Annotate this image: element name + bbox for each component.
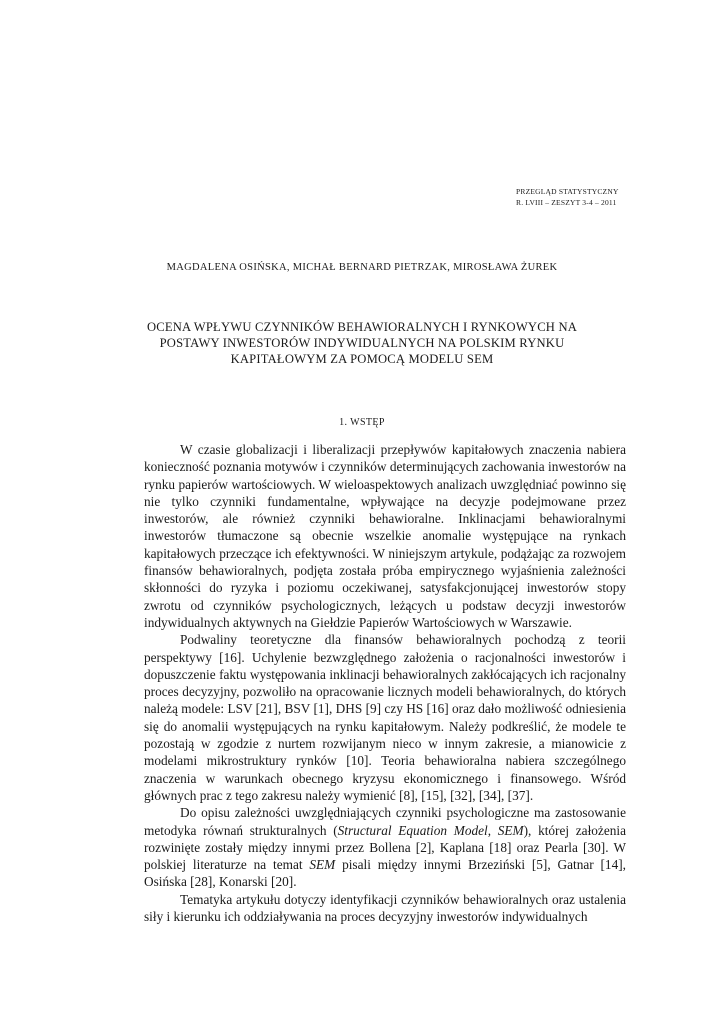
paragraph: W czasie globalizacji i liberalizacji przepływów kapitałowych znaczenia nabiera konieczność poznania motywów i czynników determinujących zachowania inwestorów na rynku papierów wartościowych. W wieloaspektowych analizach uwzględniać powinno się nie tylko czynniki fundamentalne, wpływające na decyzje podejmowane przez inwestorów, ale również czynniki behawioralne. Inklinacjami behawioralnymi inwestorów tłumaczone są obecnie wszelkie anomalie występujące na rynkach kapitałowych przeczące ich efektywności. W niniejszym artykule, podążając za rozwojem finansów behawioralnych, podjęta została próba empirycznego wyjaśnienia zależności skłonności do ryzyka i poziomu oczekiwanej, satysfakcjonującej inwestorów stopy zwrotu od czynników psychologicznych, leżących u podstaw decyzji inwestorów indywidualnych aktywnych na Giełdzie Papierów Wartościowych w Warszawie. [144,442,626,630]
journal-name: PRZEGLĄD STATYSTYCZNY [516,187,619,196]
paragraph: Tematyka artykułu dotyczy identyfikacji czynników behawioralnych oraz ustalenia siły i kierunku ich oddziaływania na proces decyzyjny inwestorów indywidualnych [144,891,626,925]
body-text [144,441,626,925]
paragraph [144,804,626,890]
paragraph: Podwaliny teoretyczne dla finansów behawioralnych pochodzą z teorii perspektywy [16]. Uchylenie bezwzględnego założenia o racjonalności inwestorów i dopuszczenie faktu występowania inklinacji behawioralnych zakłócających ich racjonalny proces decyzyjny, pozwoliło na opracowanie licznych modeli behawioralnych, do których należą modele: LSV [21], BSV [1], DHS [9] czy HS [16] oraz dało możliwość odniesienia się do anomalii występujących na rynku kapitałowym. Należy podkreślić, że modele te pozostają w zgodzie z nurtem rozwijanym nieco w innym zakresie, a mianowicie z modelami mikrostruktury rynków [10]. Teoria behawioralna nabiera szczególnego znaczenia w warunkach obecnego kryzysu ekonomicznego i finansowego. Wśród głównych prac z tego zakresu należy wymienić [8], [15], [32], [34], [37]. [144,632,626,803]
paragraph-text: ), której założenia rozwinięte zostały między innymi przez Bollena [2], Kaplana [18] oraz Pearla [30]. W polskiej literaturze na temat [144,822,626,873]
paragraph-text: , [487,822,498,838]
paragraph-text: Do opisu zależności uwzględniających czynniki psychologiczne ma zastosowanie metodyka równań strukturalnych ( [144,805,626,838]
journal-volume: R. LVIII – ZESZYT 3-4 – 2011 [516,198,617,207]
article-title: OCENA WPŁYWU CZYNNIKÓW BEHAWIORALNYCH I RYNKOWYCH NA POSTAWY INWESTORÓW INDYWIDUALNYCH NA POLSKIM RYNKU KAPITAŁOWYM ZA POMOCĄ MODELU SEM [146,320,578,366]
journal-header [516,186,666,208]
authors-line: MAGDALENA OSIŃSKA, MICHAŁ BERNARD PIETRZAK, MIROSŁAWA ŻUREK [166,262,558,273]
section-heading: 1. WSTĘP [339,417,385,428]
emphasis-text: SEM [309,857,336,873]
emphasis-text: Structural Equation Model [337,822,488,838]
emphasis-text: SEM [497,822,524,838]
paragraph-text: pisali między innymi Brzeziński [5], Gatnar [14], Osińska [28], Konarski [20]. [144,857,626,890]
